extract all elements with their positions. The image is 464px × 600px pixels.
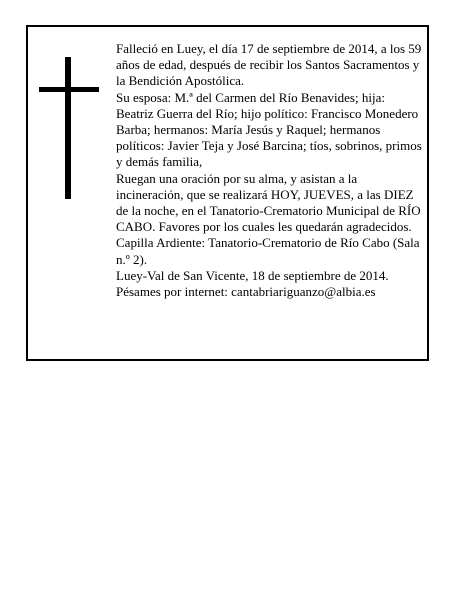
cross-vertical-bar	[65, 57, 71, 199]
family-paragraph: Su esposa: M.ª del Carmen del Río Benavides; hija: Beatriz Guerra del Río; hijo político: Francisco Monedero Barba; hermanos: María Jesús y Raquel; hermanos políticos: Javier Teja y José Barcina; tíos, sobrinos, primos y demás familia,	[116, 89, 422, 170]
place-date-paragraph: Luey-Val de San Vicente, 18 de septiembre de 2014.	[116, 267, 389, 283]
notice-text	[116, 41, 424, 300]
cross-icon	[39, 57, 99, 199]
ceremony-paragraph: Ruegan una oración por su alma, y asistan a la incineración, que se realizará HOY, JUEVES, a las DIEZ de la noche, en el Tanatorio-Crematorio Municipal de RÍO CABO. Favores por los cuales les quedarán agradecidos. Capilla Ardiente: Tanatorio-Crematorio de Río Cabo (Sala n.º 2).	[116, 170, 421, 267]
cross-horizontal-bar	[39, 87, 99, 92]
obituary-notice	[26, 25, 429, 361]
condolences-paragraph: Pésames por internet: cantabriariguanzo@albia.es	[116, 284, 376, 300]
death-announcement-paragraph: Falleció en Luey, el día 17 de septiembre de 2014, a los 59 años de edad, después de recibir los Santos Sacramentos y la Bendición Apostólica.	[116, 41, 422, 89]
